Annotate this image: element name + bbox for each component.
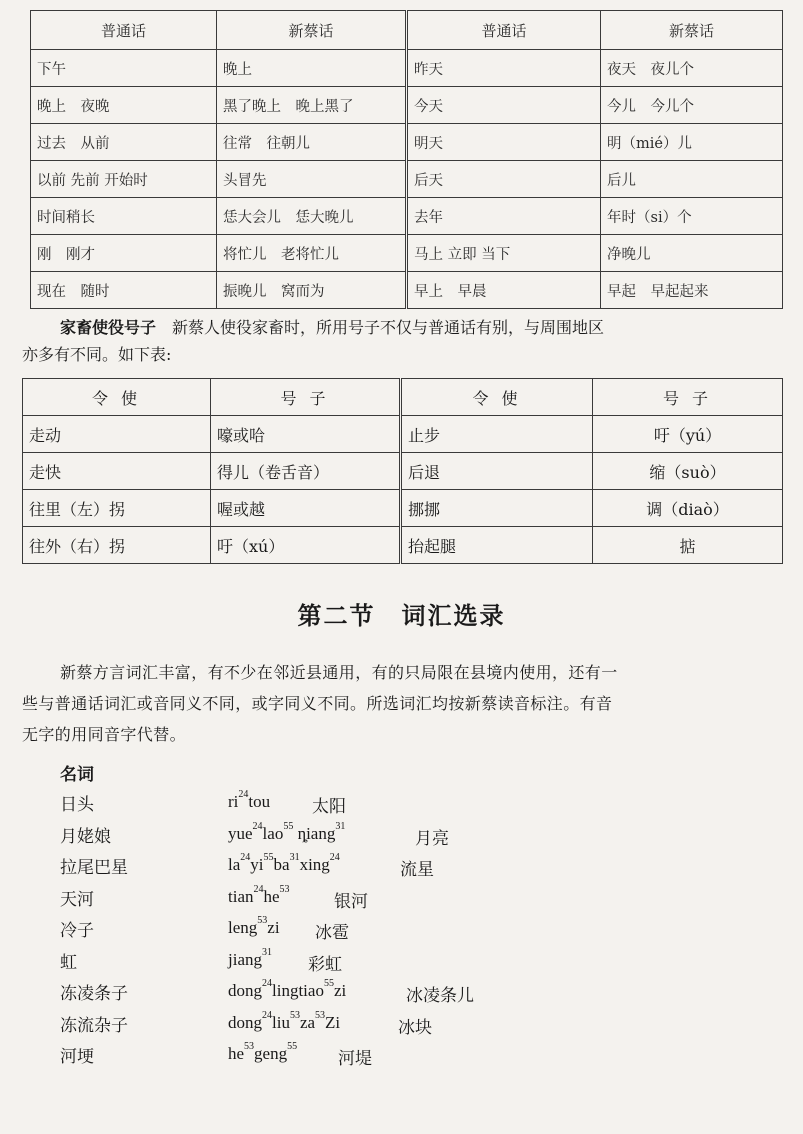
table-cell: 将忙儿 老将忙儿 <box>217 235 407 272</box>
table-cell: 往常 往朝儿 <box>217 124 407 161</box>
syllable: he <box>263 886 280 906</box>
syllable: geng <box>254 1044 288 1063</box>
vocab-word: 拉尾巴星 <box>60 858 128 878</box>
table-body <box>23 416 783 564</box>
table-cell: 夜天 夜儿个 <box>601 50 783 87</box>
table-row <box>23 416 783 453</box>
syllable: lingtiao <box>272 981 324 1000</box>
table-cell: 喔或越 <box>211 490 401 527</box>
table-cell: 走动 <box>23 416 211 453</box>
table-cell: 去年 <box>407 198 601 235</box>
vocab-word: 虹 <box>60 952 77 973</box>
tone-number: 24 <box>253 883 264 895</box>
table-cell: 往里（左）拐 <box>23 490 211 527</box>
tone-number: 24 <box>252 820 263 832</box>
time-words-table <box>30 10 783 309</box>
vocab-pronunciation <box>228 1009 341 1033</box>
tone-number: 55 <box>283 820 294 832</box>
vocab-pronunciation <box>228 852 340 875</box>
syllable: yue <box>228 823 253 843</box>
table-cell: 今天 <box>407 87 601 124</box>
tone-number: 24 <box>262 1009 272 1021</box>
livestock-text: 新蔡人使役家畜时，所用号子不仅与普通话有别，与周围地区 <box>172 318 605 337</box>
column-header: 新蔡话 <box>601 11 783 50</box>
column-header: 新蔡话 <box>217 11 407 50</box>
table-cell: 嚎或哈 <box>211 416 401 453</box>
syllable: ȵiang <box>293 823 336 843</box>
vocabulary-entry <box>0 885 803 915</box>
vocab-pronunciation <box>228 820 346 844</box>
column-header: 普通话 <box>31 11 217 50</box>
table-row <box>31 161 783 198</box>
table-cell: 下午 <box>31 50 217 87</box>
tone-number: 55 <box>323 978 334 990</box>
column-header: 令 使 <box>401 379 593 416</box>
table-cell: 年时（si）个 <box>601 198 783 235</box>
syllable: zi <box>333 981 347 1000</box>
table-cell: 吁（xú） <box>211 527 401 564</box>
table-cell: 头冒先 <box>217 161 407 198</box>
table-header-row <box>31 11 783 50</box>
column-header: 号 子 <box>211 379 401 416</box>
vocab-pronunciation <box>228 1041 298 1064</box>
table-cell: 今儿 今儿个 <box>601 87 783 124</box>
table-row <box>23 453 783 490</box>
table-cell: 马上 立即 当下 <box>407 235 601 272</box>
vocabulary-entry <box>0 916 803 946</box>
vocab-pronunciation <box>228 946 272 970</box>
table-cell: 止步 <box>401 416 593 453</box>
table-row <box>31 272 783 309</box>
syllable: za <box>299 1012 316 1032</box>
syllable: zi <box>267 918 280 937</box>
vocab-pronunciation <box>228 915 280 938</box>
vocabulary-entry <box>0 1011 803 1041</box>
tone-number: 53 <box>257 915 268 927</box>
table-cell: 以前 先前 开始时 <box>31 161 217 198</box>
syllable: leng <box>228 918 258 937</box>
vocab-pronunciation <box>228 978 347 1001</box>
table-cell: 晚上 夜晚 <box>31 87 217 124</box>
table-row <box>23 490 783 527</box>
table-cell: 现在 随时 <box>31 272 217 309</box>
syllable: liu <box>272 1012 290 1032</box>
vocab-word: 冻流杂子 <box>60 1015 128 1036</box>
table-cell: 后儿 <box>601 161 783 198</box>
syllable: yi <box>250 855 264 874</box>
table-cell: 走快 <box>23 453 211 490</box>
tone-number: 55 <box>263 852 274 864</box>
table-cell: 得儿（卷舌音） <box>211 453 401 490</box>
vocab-word: 月姥娘 <box>60 826 111 847</box>
vocabulary-entry <box>0 790 803 820</box>
table-cell: 挪挪 <box>401 490 593 527</box>
syllable: ri <box>228 792 239 811</box>
table-cell: 早上 早晨 <box>407 272 601 309</box>
vocab-meaning: 流星 <box>400 860 434 880</box>
table-cell: 吁（yú） <box>593 416 783 453</box>
syllable: tian <box>228 886 254 906</box>
table-cell: 恁大会儿 恁大晚儿 <box>217 198 407 235</box>
tone-number: 24 <box>238 789 249 801</box>
vocab-word: 天河 <box>60 889 94 910</box>
table-row <box>31 235 783 272</box>
syllable: lao <box>262 823 284 843</box>
nouns-heading: 名词 <box>60 765 94 785</box>
paragraph-line: 无字的用同音字代替。 <box>22 725 187 744</box>
vocab-meaning: 太阳 <box>312 797 346 817</box>
table-cell: 抬起腿 <box>401 527 593 564</box>
livestock-heading: 家畜使役号子 <box>60 318 157 337</box>
table-cell: 调（diaò） <box>593 490 783 527</box>
tone-number: 31 <box>289 852 300 864</box>
livestock-command-table <box>22 378 783 564</box>
vocabulary-entry <box>0 948 803 978</box>
table-row <box>31 198 783 235</box>
tone-number: 24 <box>329 852 340 864</box>
paragraph-line: 些与普通话词汇或音同义不同，或字同义不同。所选词汇均按新蔡读音标注。有音 <box>22 694 613 713</box>
table-body <box>31 50 783 309</box>
vocab-meaning: 冰块 <box>398 1017 432 1038</box>
table-cell: 晚上 <box>217 50 407 87</box>
syllable: Zi <box>325 1012 341 1032</box>
vocab-meaning: 银河 <box>334 891 368 912</box>
syllable: jiang <box>228 949 262 969</box>
tone-number: 24 <box>262 978 272 990</box>
table-row <box>31 50 783 87</box>
vocab-meaning: 河堤 <box>338 1049 372 1069</box>
table-cell: 净晚儿 <box>601 235 783 272</box>
vocab-meaning: 冰雹 <box>315 923 349 943</box>
table-cell: 明天 <box>407 124 601 161</box>
vocabulary-entry <box>0 822 803 852</box>
tone-number: 24 <box>240 852 251 864</box>
tone-number: 31 <box>262 946 272 958</box>
vocab-meaning: 冰凌条儿 <box>406 986 474 1006</box>
table-cell: 过去 从前 <box>31 124 217 161</box>
table-cell: 往外（右）拐 <box>23 527 211 564</box>
table-row <box>23 527 783 564</box>
table-cell: 昨天 <box>407 50 601 87</box>
column-header: 普通话 <box>407 11 601 50</box>
table-cell: 刚 刚才 <box>31 235 217 272</box>
table-cell: 后天 <box>407 161 601 198</box>
table-cell: 振晚儿 窝而为 <box>217 272 407 309</box>
vocab-pronunciation <box>228 789 271 812</box>
tone-number: 53 <box>244 1041 255 1053</box>
table-cell: 时间稍长 <box>31 198 217 235</box>
tone-number: 53 <box>289 1009 300 1021</box>
column-header: 令 使 <box>23 379 211 416</box>
vocab-word: 冻凌条子 <box>60 984 128 1004</box>
livestock-intro-line1 <box>60 315 790 341</box>
paragraph-line: 新蔡方言词汇丰富，有不少在邻近县通用，有的只局限在县境内使用，还有一 <box>60 663 618 682</box>
section-title: 第二节 词汇选录 <box>297 602 506 630</box>
table-header-row <box>23 379 783 416</box>
table-cell: 早起 早起起来 <box>601 272 783 309</box>
vocab-word: 河埂 <box>60 1047 94 1067</box>
vocab-word: 冷子 <box>60 921 94 941</box>
tone-number: 53 <box>279 883 290 895</box>
vocabulary-entry <box>0 853 803 883</box>
tone-number: 53 <box>315 1009 326 1021</box>
table-cell: 后退 <box>401 453 593 490</box>
tone-number: 55 <box>287 1041 298 1053</box>
tone-number: 31 <box>335 820 346 832</box>
table-cell: 掂 <box>593 527 783 564</box>
table-row <box>31 124 783 161</box>
table-cell: 黑了晚上 晚上黑了 <box>217 87 407 124</box>
vocabulary-entry <box>0 979 803 1009</box>
syllable: xing <box>299 855 330 874</box>
syllable: dong <box>228 981 262 1000</box>
syllable: ba <box>273 855 290 874</box>
column-header: 号 子 <box>593 379 783 416</box>
syllable: he <box>228 1044 245 1063</box>
table-row <box>31 87 783 124</box>
syllable: tou <box>248 792 271 811</box>
vocab-meaning: 月亮 <box>415 828 449 849</box>
syllable: la <box>228 855 241 874</box>
table-cell: 明（mié）儿 <box>601 124 783 161</box>
vocab-word: 日头 <box>60 795 94 815</box>
syllable: dong <box>228 1012 262 1032</box>
table-cell: 缩（suò） <box>593 453 783 490</box>
vocab-pronunciation <box>228 883 290 907</box>
vocabulary-entry <box>0 1042 803 1072</box>
livestock-intro-line2: 亦多有不同。如下表: <box>22 345 172 364</box>
vocab-meaning: 彩虹 <box>308 954 342 975</box>
